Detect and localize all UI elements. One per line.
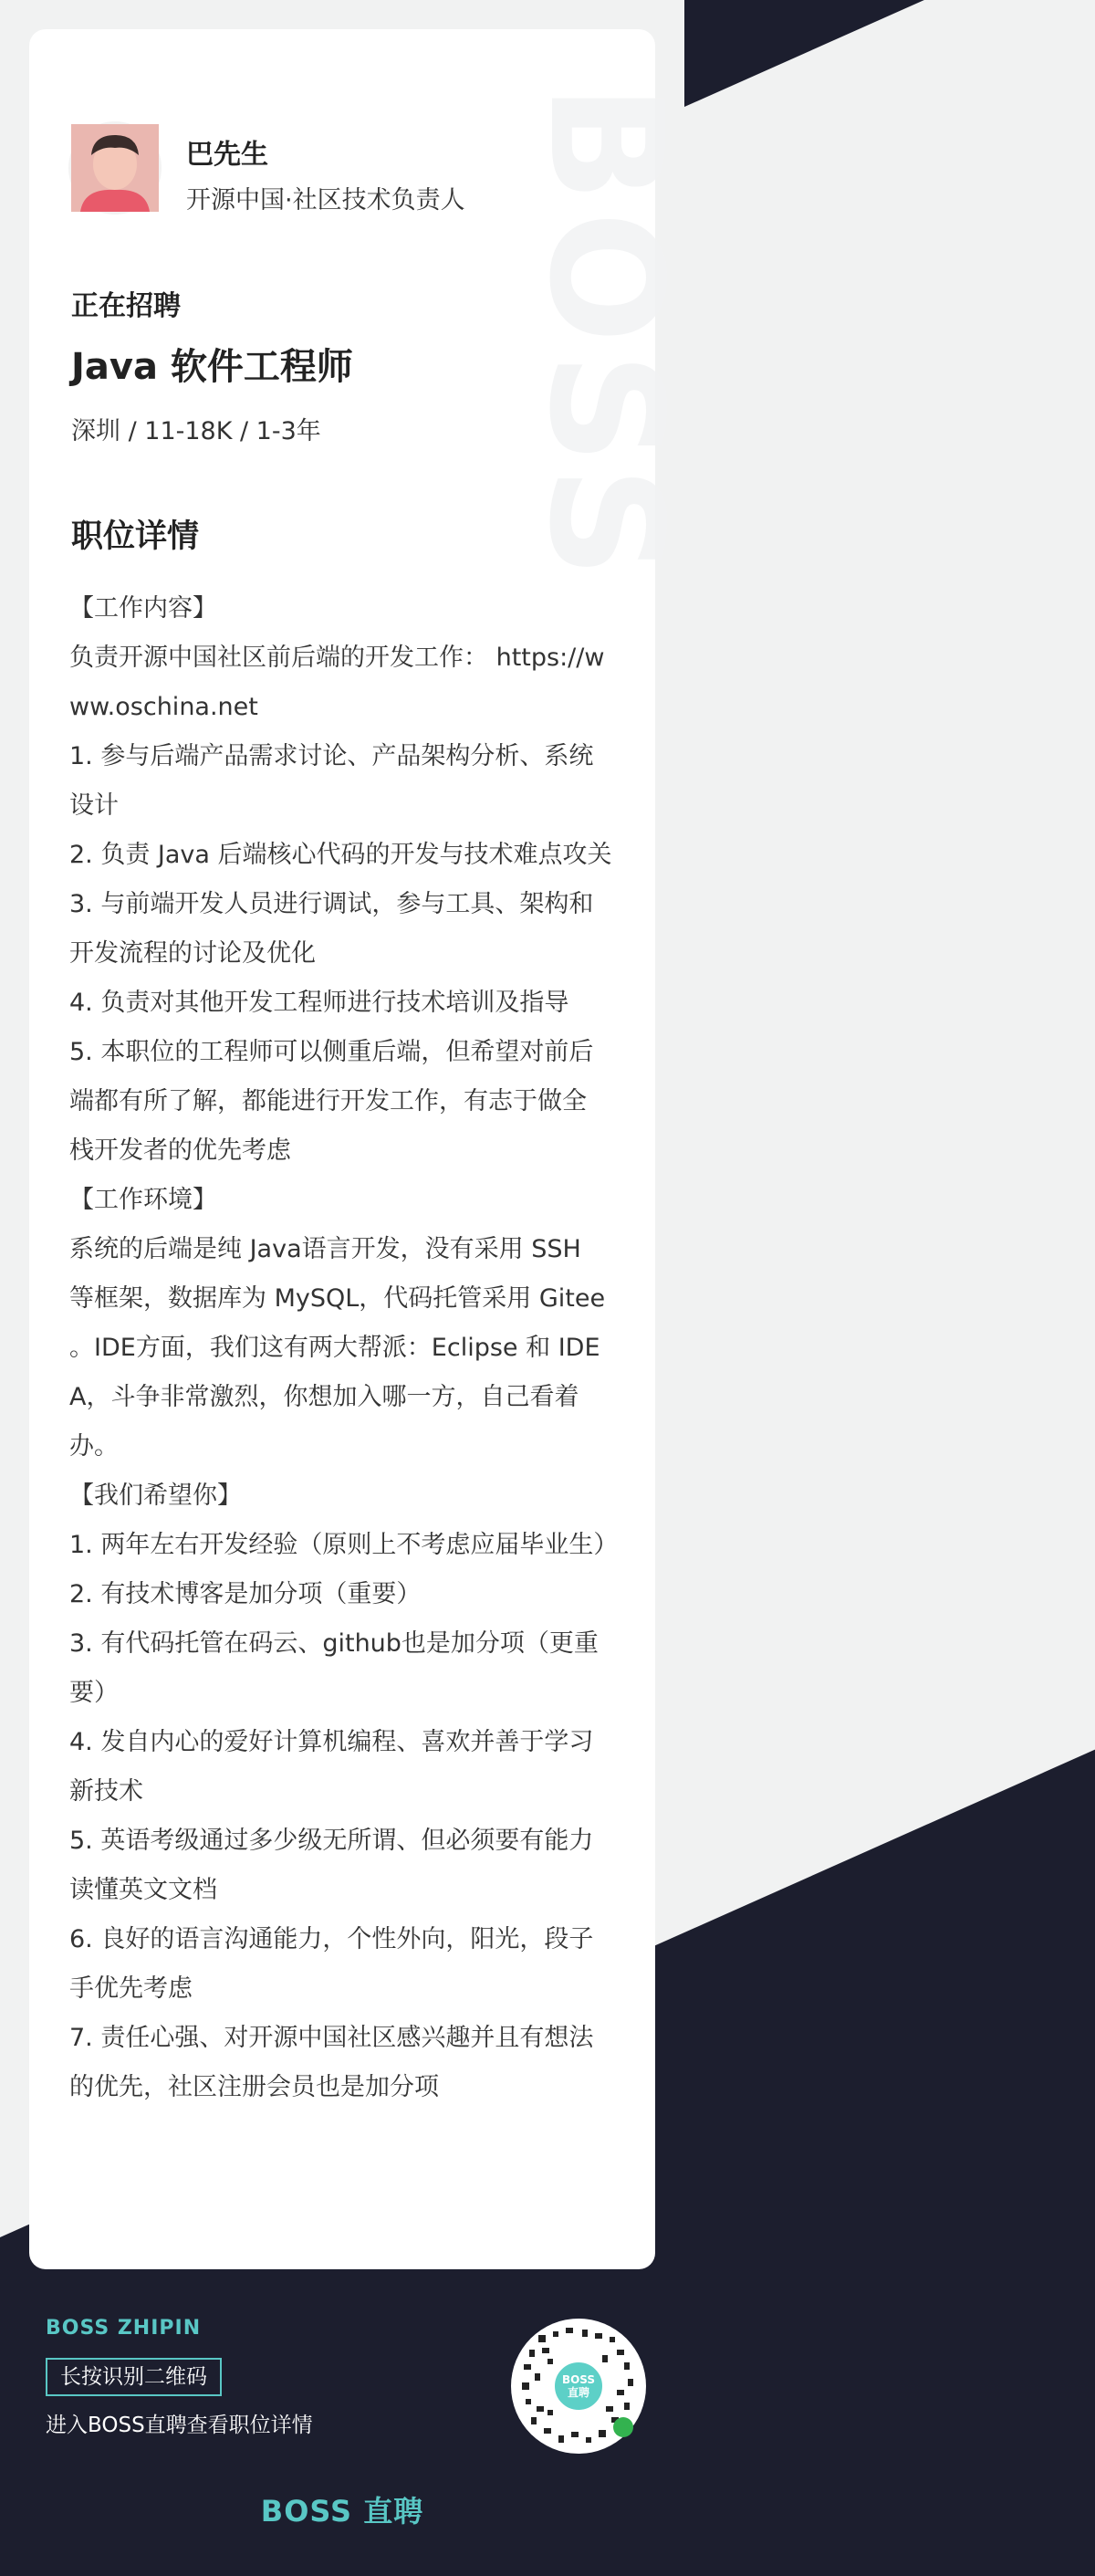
description-line: 系统的后端是纯 Java语言开发，没有采用 SSH (69, 1235, 581, 1263)
description-line: 1. 参与后端产品需求讨论、产品架构分析、系统 (69, 742, 594, 770)
description-line: 4. 负责对其他开发工程师进行技术培训及指导 (69, 989, 569, 1017)
description-line: 设计 (69, 791, 119, 820)
description-line: 5. 英语考级通过多少级无所谓、但必须要有能力 (69, 1827, 594, 1855)
description-line: 2. 负责 Java 后端核心代码的开发与技术难点攻关 (69, 841, 612, 869)
description-line: 6. 良好的语言沟通能力，个性外向，阳光，段子 (69, 1925, 594, 1953)
description-line: 5. 本职位的工程师可以侧重后端，但希望对前后 (69, 1038, 594, 1066)
description-line: 等框架，数据库为 MySQL，代码托管采用 Gitee (69, 1284, 606, 1313)
description-line: 【工作内容】 (69, 594, 217, 623)
description-line: 【工作环境】 (69, 1186, 217, 1214)
description-line: ww.oschina.net (69, 693, 258, 721)
description-line: 【我们希望你】 (69, 1482, 242, 1510)
recruiter-name: 巴先生 (186, 139, 268, 171)
description-line: 手优先考虑 (69, 1974, 193, 2003)
description-line: 栈开发者的优先考虑 (69, 1136, 291, 1165)
description-line: 3. 有代码托管在码云、github也是加分项（更重 (69, 1629, 599, 1658)
job-card (29, 29, 695, 2269)
description-line: 读懂英文文档 (69, 1876, 217, 1904)
description-line: 4. 发自内心的爱好计算机编程、喜欢并善于学习 (69, 1728, 594, 1756)
description-line: 要） (69, 1679, 119, 1707)
qr-center-logo: BOSS 直聘 (551, 2359, 606, 2414)
description-line: 7. 责任心强、对开源中国社区感兴趣并且有想法 (69, 2024, 594, 2052)
description-line: 办。 (69, 1432, 119, 1461)
footer-hint: 进入BOSS直聘查看职位详情 (46, 2414, 313, 2437)
scan-qr-button[interactable]: 长按识别二维码 (46, 2358, 222, 2396)
description-line: A，斗争非常激烈，你想加入哪一方，自己看着 (69, 1383, 579, 1411)
avatar (71, 124, 159, 212)
card-watermark: BOSS (515, 84, 695, 588)
description-line: 3. 与前端开发人员进行调试，参与工具、架构和 (69, 890, 594, 918)
description-line: 开发流程的讨论及优化 (69, 939, 316, 968)
job-title: Java 软件工程师 (71, 346, 353, 388)
description-line: 新技术 (69, 1777, 143, 1806)
description-line: 2. 有技术博客是加分项（重要） (69, 1580, 422, 1608)
section-title: 职位详情 (71, 518, 200, 555)
footer-brand: BOSS ZHIPIN (46, 2317, 202, 2340)
description-line: 的优先，社区注册会员也是加分项 (69, 2073, 439, 2101)
job-description (69, 584, 626, 2112)
qr-code[interactable] (511, 2319, 646, 2454)
wechat-mini-program-icon (613, 2417, 633, 2437)
description-line: 端都有所了解，都能进行开发工作，有志于做全 (69, 1087, 587, 1115)
recruiting-status: 正在招聘 (71, 290, 181, 322)
recruiter-title: 开源中国·社区技术负责人 (186, 186, 465, 215)
description-line: 1. 两年左右开发经验（原则上不考虑应届毕业生） (69, 1531, 619, 1559)
bottom-logo: BOSS 直聘 (260, 2494, 424, 2529)
job-meta: 深圳 / 11-18K / 1-3年 (71, 417, 321, 445)
description-line: 负责开源中国社区前后端的开发工作： https://w (69, 644, 605, 672)
description-line: 。IDE方面，我们这有两大帮派：Eclipse 和 IDE (69, 1334, 600, 1362)
